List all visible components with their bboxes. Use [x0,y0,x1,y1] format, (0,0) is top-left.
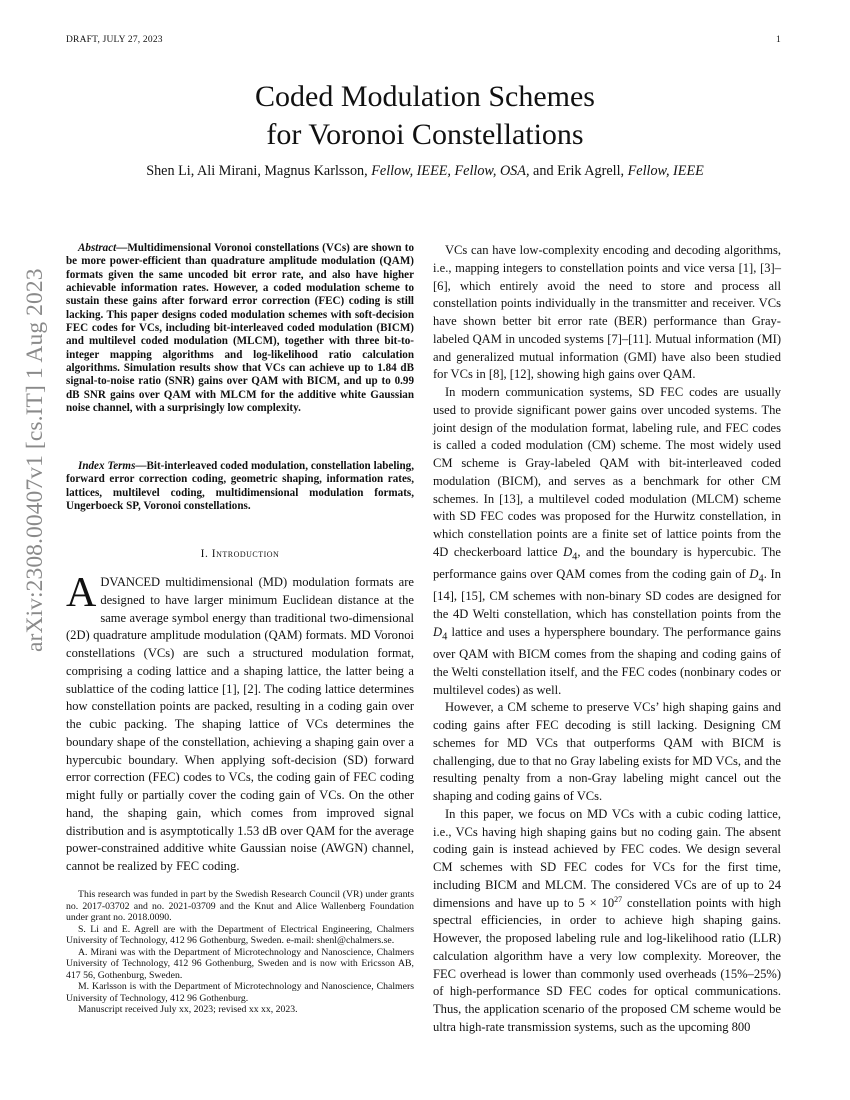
index-terms-label: Index Terms [78,460,136,472]
title-line-1: Coded Modulation Schemes [255,80,595,113]
introduction-paragraph [66,570,414,876]
abstract [66,242,414,415]
author-names-a: Shen Li, Ali Mirani, Magnus Karlsson, [146,163,372,179]
title-line-2: for Voronoi Constellations [266,118,584,151]
footnote: M. Karlsson is with the Department of Microtechnology and Nanoscience, Chalmers University of Technology, 412 96 Gothenburg. [66,981,414,1004]
paragraph: VCs can have low-complexity encoding and decoding algorithms, i.e., mapping integers to constellation points and vice versa [1], [3]–[6], which entirely avoid the need to store and process all constellation points individually in the transmitter and receiver. VCs have shown better bit error rate (BER) performance than Gray-labeled QAM in uncoded systems [7]–[11]. Mutual information (MI) and generalized mutual information (GMI) have also been studied for VCs in [8], [12], showing high gains over QAM. [433,243,781,382]
abstract-label: Abstract [78,242,117,254]
text-run: In modern communication systems, SD FEC codes are usually used to provide significant power gains over uncoded systems. The joint design of the modulation format, labeling rule, and FEC codes is called a coded modulation (CM) scheme. The most widely used CM scheme is Gray-labeled QAM with bit-interleaved coded modulation (BICM), and serves as a benchmark for other CM schemes. In [13], a multilevel coded modulation (MLCM) scheme with SD FEC codes was proposed for the Hurwitz constellation, in which constellation points are a finite set of lattice points from the 4D checkerboard lattice [433,385,781,559]
author-affiliation-b: Fellow, IEEE [627,163,704,179]
math-superscript: 27 [614,894,623,904]
page-number: 1 [776,35,781,45]
math-subscript: 4 [442,631,448,643]
text-run: constellation points with high spectral efficiencies, in order to achieve high shaping gains. However, the proposed labeling rule and log-likelihood ratio (LLR) calculation algorithm have a very low complexity. Moreover, the FEC overhead is lower than commonly used overheads (15%–25%) of high-performance SD FEC codes for optical communications. Thus, the application scenario of the proposed CM scheme would be ultra high-rate transmission systems, such as the upcoming 800 [433,895,781,1034]
text-run: . In [14], [15], CM schemes with non-binary SD codes are designed for the 4D Welti constellation, which has constellation points from the [433,567,781,621]
paragraph [433,806,781,1037]
math-symbol: D [433,624,443,639]
paper-title [70,78,780,154]
math-symbol: D [563,544,573,559]
footnote: Manuscript received July xx, 2023; revised xx xx, 2023. [78,1004,298,1016]
footnote: S. Li and E. Agrell are with the Department of Electrical Engineering, Chalmers University of Technology, 412 96 Gothenburg, Sweden. e-mail: shenl@chalmers.se. [66,923,414,947]
intro-text: DVANCED multidimensional (MD) modulation formats are designed to have larger minimum Euclidean distance at the same average symbol energy than traditional two-dimensional (2D) quadrature amplitude modulation (QAM) formats. MD Voronoi constellations (VCs) are such a structured modulation format, comprising a coding lattice and a shaping lattice, the latter being a sublattice of the coding lattice [1], [2]. The coding lattice determines how constellation points are packed, resulting in a coding gain over the cubic packing. The shaping lattice of VCs determines the boundary shape of the constellation, achieving a shaping gain over a hypercubic boundary. When applying soft-decision (SD) forward error correction (FEC) codes to VCs, the coding gain of FEC coding might fully or partially cover the coding gain of VCs. On the other hand, the shaping gain, which comes from improved signal distribution and is asymptotically 1.53 dB over QAM for the average power-constrained additive white Gaussian noise (AWGN) channel, cannot be realized by FEC coding. [66,575,414,873]
arxiv-identifier: arXiv:2308.00407v1 [cs.IT] 1 Aug 2023 [22,268,48,652]
drop-cap: A [66,570,97,616]
footnotes [66,889,414,1016]
text-run: , and the boundary is hypercubic. The performance gains over QAM comes from the coding gain of [433,544,781,581]
text-run: lattice and uses a hypersphere boundary. The performance gains over QAM with BICM comes from the shaping and coding gains of the Welti constellation itself, and the FEC codes (nonbinary codes or multilevel codes) as well. [433,624,781,697]
paragraph [433,384,781,699]
author-names-b: and Erik Agrell, [529,163,628,179]
author-affiliation-a: Fellow, IEEE, Fellow, OSA, [371,163,530,179]
text-run: In this paper, we focus on MD VCs with a cubic coding lattice, i.e., VCs having high shaping gains but no coding gain. The absent coding gain is instead achieved by FEC codes. We design several CM schemes with SD FEC codes for VCs for the first time, including BICM and MLCM. The considered VCs are of up to 24 dimensions and have up to 5 × 10 [433,806,781,910]
abstract-text: —Multidimensional Voronoi constellations (VCs) are shown to be more power-efficient than quadrature amplitude modulation (QAM) formats given the same uncoded bit error rate, and also have higher achievable information rates. However, a coded modulation scheme to sustain these gains after forward error correction (FEC) coding is still lacking. This paper designs coded modulation schemes with soft-decision FEC codes for VCs, including bit-interleaved coded modulation (BICM) and multilevel coded modulation (MLCM), together with three bit-to-integer mapping algorithms and log-likelihood ratio calculation algorithms. Simulation results show that VCs can achieve up to 1.84 dB signal-to-noise ratio (SNR) gains over QAM with BICM, and up to 0.99 dB SNR gains over QAM with MLCM for the additive white Gaussian noise channel, with a surprisingly low complexity. [66,242,414,415]
math-symbol: D [749,567,759,581]
footnote: A. Mirani was with the Department of Microtechnology and Nanoscience, Chalmers University of Technology, 412 96 Gothenburg, Sweden and is now with Ericsson AB, 417 56, Gothenburg, Sweden. [66,946,414,981]
author-list [70,163,780,180]
index-terms-text: —Bit-interleaved coded modulation, constellation labeling, forward error correction coding, geometric shaping, information rates, lattices, multilevel coding, multidimensional modulation formats, Ungerboeck SP, Voronoi constellations. [66,460,414,513]
index-terms [66,460,414,513]
running-header: DRAFT, JULY 27, 2023 [66,35,163,45]
right-column [433,242,781,1037]
section-title: Introduction [211,548,280,560]
math-subscript: 4 [758,573,764,585]
section-number: I. [200,548,212,560]
footnote: This research was funded in part by the Swedish Research Council (VR) under grants no. 2017-03702 and no. 2021-03709 and the Knut and Alice Wallenberg Foundation under grant no. 2018.0090. [66,889,414,924]
math-subscript: 4 [572,551,578,563]
paragraph: However, a CM scheme to preserve VCs’ high shaping gains and coding gains after FEC decoding is still lacking. Designing CM schemes for MD VCs that outperforms QAM with BICM is challenging, due to that no Gray labeling exists for MD VCs, and the resulting penalty from a non-Gray labeling might cancel out the shaping and coding gains of VCs. [433,700,781,803]
section-heading [66,548,414,560]
